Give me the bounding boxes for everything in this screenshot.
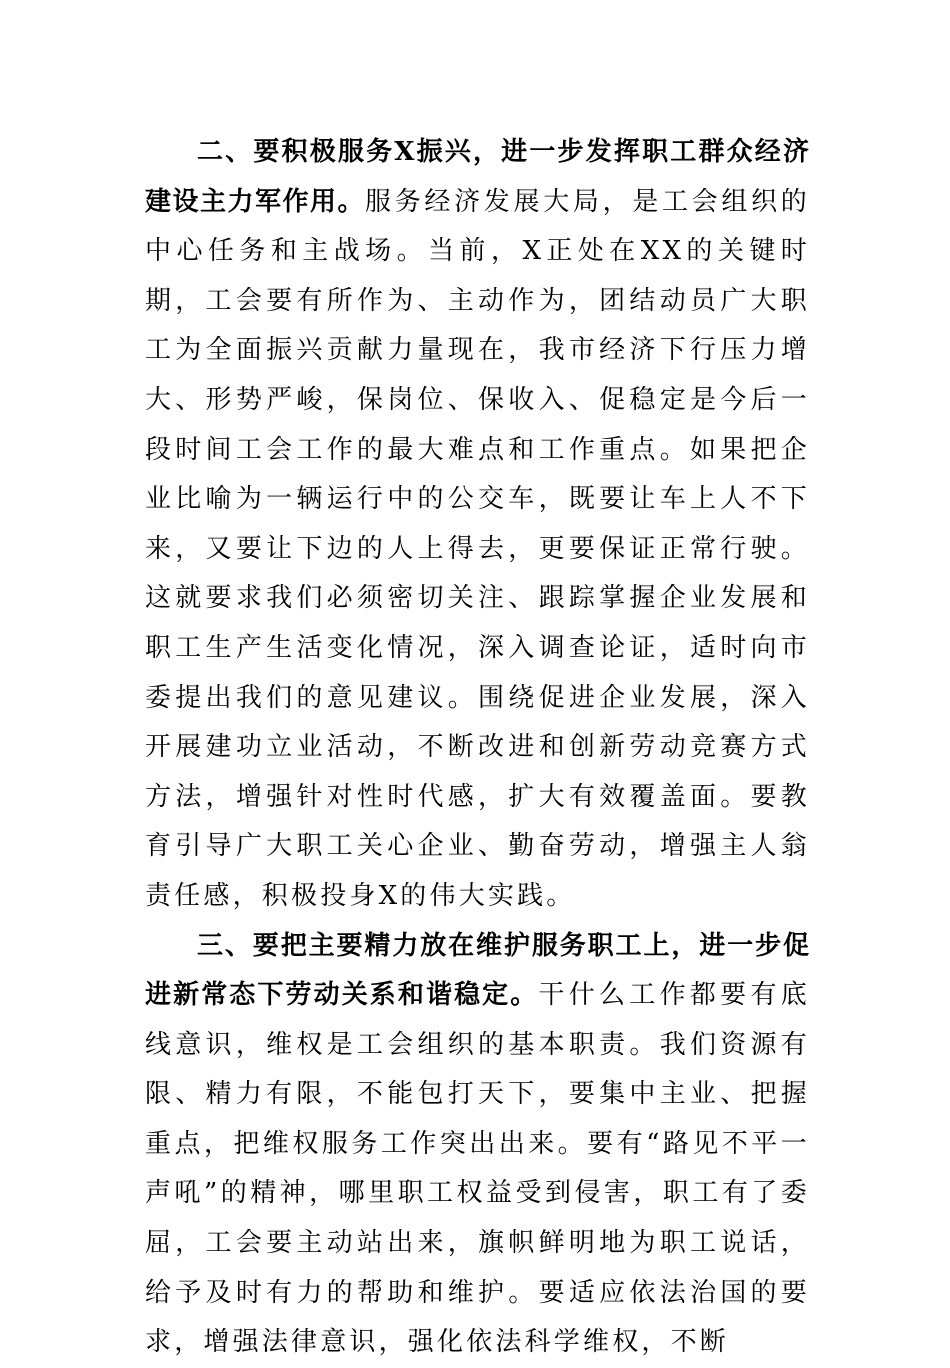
section-body: 干什么工作都要有底线意识，维权是工会组织的基本职责。我们资源有限、精力有限，不能包打天下，要集中主业、把握重点，把维权服务工作突出出来。要有“路见不平一声吼”的精神，哪里职工权益受到侵害，职工有了委屈，工会要主动站出来，旗帜鲜明地为职工说话，给予及时有力的帮助和维护。要适应依法治国的要求，增强法律意识，强化依法科学维权，不断: [145, 980, 810, 1358]
section-body: 服务经济发展大局，是工会组织的中心任务和主战场。当前，X正处在XX的关键时期，工会要有所作为、主动作为，团结动员广大职工为全面振兴贡献力量现在，我市经济下行压力增大、形势严峻，保岗位、保收入、促稳定是今后一段时间工会工作的最大难点和工作重点。如果把企业比喻为一辆运行中的公交车，既要让车上人不下来，又要让下边的人上得去，更要保证正常行驶。这就要求我们必须密切关注、跟踪掌握企业发展和职工生产生活变化情况，深入调查论证，适时向市委提出我们的意见建议。围绕促进企业发展，深入开展建功立业活动，不断改进和创新劳动竞赛方式方法，增强针对性时代感，扩大有效覆盖面。要教育引导广大职工关心企业、勤奋劳动，增强主人翁责任感，积极投身X的伟大实践。: [145, 186, 810, 911]
paragraph-section-2: [145, 128, 810, 922]
document-body: [145, 128, 810, 1368]
paragraph-section-3: [145, 922, 810, 1368]
section-heading: 三、要把主要精力放在维护服务职工上，进一步促进新常态下劳动关系和谐稳定。: [145, 930, 810, 1011]
section-heading: 二、要积极服务X振兴，进一步发挥职工群众经济建设主力军作用。: [145, 137, 810, 217]
